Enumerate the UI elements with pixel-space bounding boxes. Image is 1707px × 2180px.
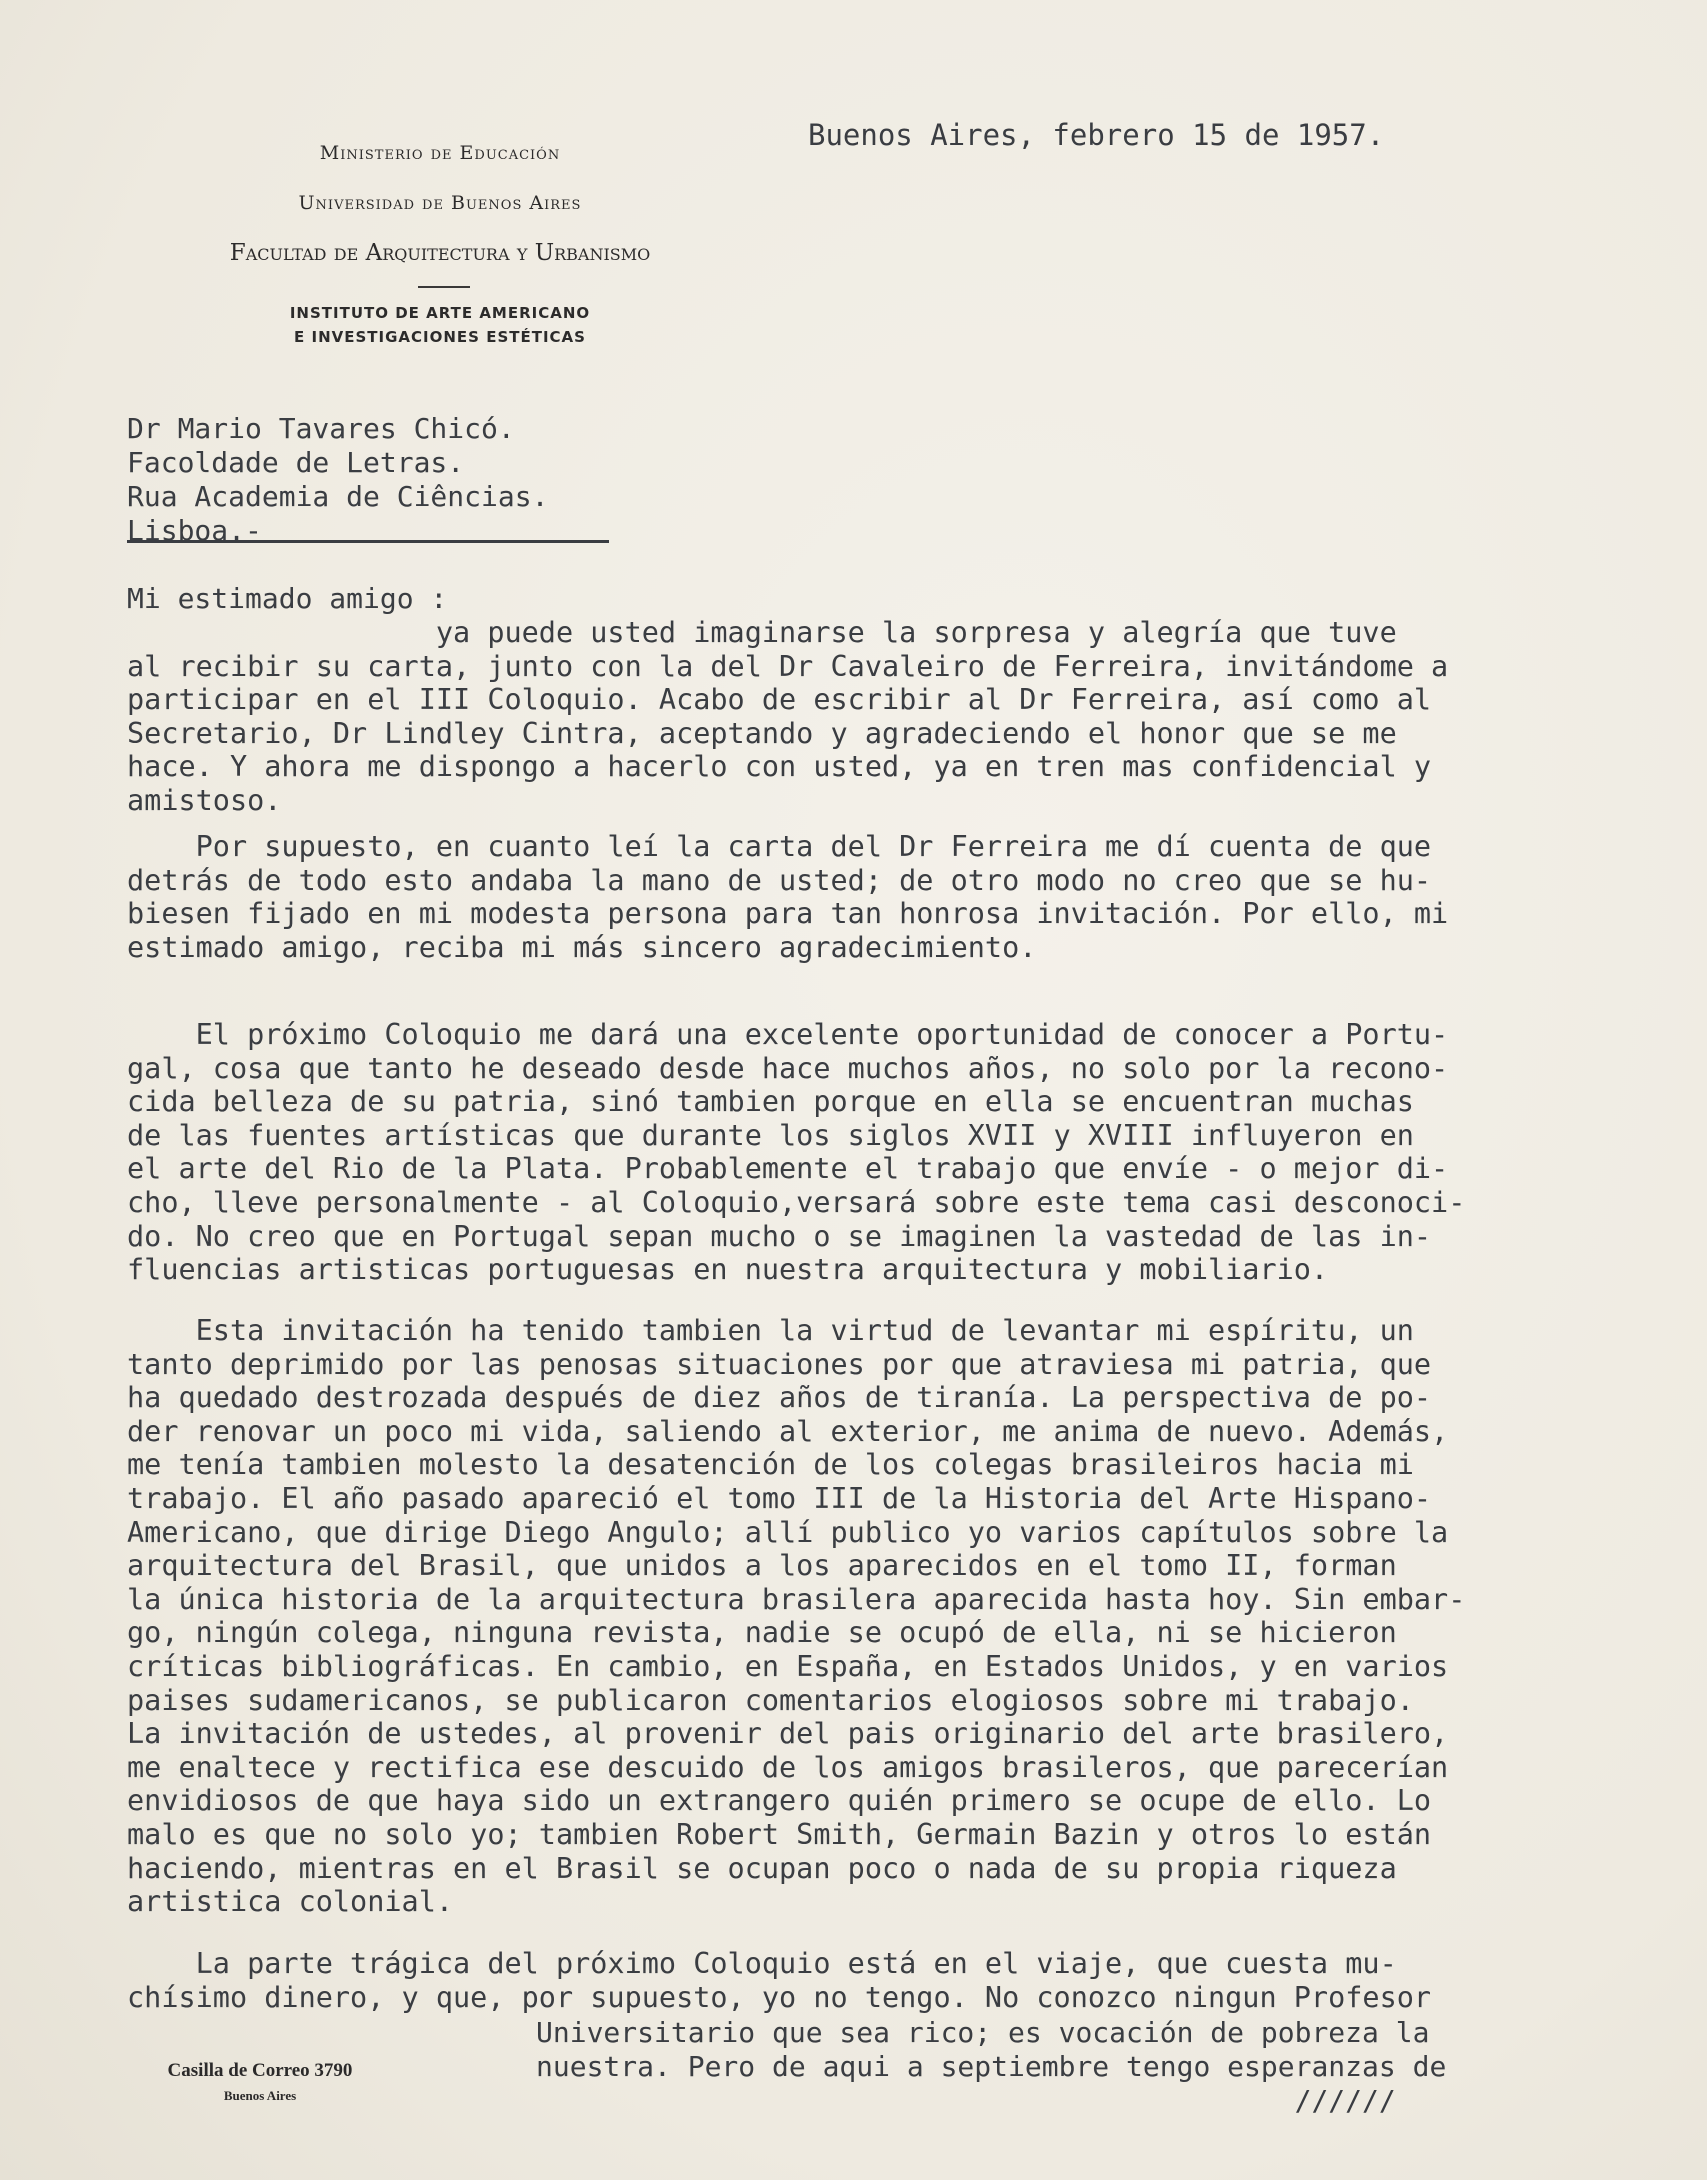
letterhead-divider bbox=[418, 286, 470, 288]
body-line: estimado amigo, reciba mi más sincero agradecimiento. bbox=[127, 930, 1037, 964]
body-line: críticas bibliográficas. En cambio, en España, en Estados Unidos, y en varios bbox=[127, 1650, 1449, 1683]
body-line: fluencias artisticas portuguesas en nuestra arquitectura y mobiliario. bbox=[127, 1253, 1329, 1287]
body-line: artistica colonial. bbox=[127, 1885, 454, 1919]
body-line: haciendo, mientras en el Brasil se ocupan poco o nada de su propia riqueza bbox=[127, 1851, 1397, 1885]
letterhead-university: Universidad de Buenos Aires bbox=[298, 192, 582, 214]
closing-line: Universitario que sea rico; es vocación de pobreza la bbox=[536, 2016, 1430, 2049]
footer-address bbox=[110, 2060, 410, 2104]
body-line: el arte del Rio de la Plata. Probablemente el trabajo que envíe - o mejor di- bbox=[127, 1152, 1449, 1186]
body-line: amistoso. bbox=[127, 784, 282, 817]
body-line: do. No creo que en Portugal sepan mucho o se imaginen la vastedad de las in- bbox=[127, 1219, 1432, 1253]
body-line: cho, lleve personalmente - al Coloquio,versará sobre este tema casi desconoci- bbox=[127, 1186, 1466, 1219]
body-line: Por supuesto, en cuanto leí la carta del Dr Ferreira me dí cuenta de que bbox=[127, 830, 1432, 863]
body-line: de las fuentes artísticas que durante los siglos XVII y XVIII influyeron en bbox=[127, 1118, 1414, 1152]
body-line: tanto deprimido por las penosas situaciones por que atraviesa mi patria, que bbox=[127, 1347, 1432, 1381]
body-line: hace. Y ahora me dispongo a hacerlo con usted, ya en tren mas confidencial y bbox=[127, 750, 1432, 784]
body-line: Americano, que dirige Diego Angulo; allí publico yo varios capítulos sobre la bbox=[127, 1515, 1449, 1549]
footer-po-box: Casilla de Correo 3790 bbox=[167, 2060, 353, 2081]
closing-line: nuestra. Pero de aqui a septiembre tengo esperanzas de bbox=[536, 2050, 1447, 2083]
body-line: me enaltece y rectifica ese descuido de los amigos brasileros, que parecerían bbox=[127, 1750, 1449, 1784]
letterhead-institute-sub: E INVESTIGACIONES ESTÉTICAS bbox=[294, 328, 586, 346]
body-line: la única historia de la arquitectura brasilera aparecida hasta hoy. Sin embar- bbox=[127, 1582, 1466, 1616]
body-line: detrás de todo esto andaba la mano de usted; de otro modo no creo que se hu- bbox=[127, 863, 1432, 897]
body-line: cida belleza de su patria, sinó tambien porque en ella se encuentran muchas bbox=[127, 1085, 1414, 1119]
body-line: ha quedado destrozada después de diez años de tiranía. La perspectiva de po- bbox=[127, 1381, 1432, 1415]
body-line: go, ningún colega, ninguna revista, nadie se ocupó de ella, ni se hicieron bbox=[127, 1616, 1397, 1650]
address-underline bbox=[127, 540, 609, 543]
closing-line: ////// bbox=[536, 2084, 1396, 2117]
salutation: Mi estimado amigo : bbox=[127, 582, 448, 615]
body-line: chísimo dinero, y que, por supuesto, yo no tengo. No conozco ningun Profesor bbox=[127, 1980, 1432, 2014]
letterhead-faculty: Facultad de Arquitectura y Urbanismo bbox=[229, 240, 651, 266]
body-line: El próximo Coloquio me dará una excelente oportunidad de conocer a Portu- bbox=[127, 1018, 1449, 1051]
body-line: ya puede usted imaginarse la sorpresa y alegría que tuve bbox=[127, 616, 1397, 649]
footer-city: Buenos Aires bbox=[223, 2088, 297, 2103]
body-line: envidiosos de que haya sido un extrangero quién primero se ocupe de ello. Lo bbox=[127, 1784, 1432, 1818]
recipient-city: Lisboa.- bbox=[127, 514, 262, 547]
body-line: malo es que no solo yo; tambien Robert Smith, Germain Bazin y otros lo están bbox=[127, 1818, 1432, 1851]
body-line: me tenía tambien molesto la desatención de los colegas brasileiros hacia mi bbox=[127, 1448, 1414, 1482]
letterhead-ministry: Ministerio de Educación bbox=[319, 142, 561, 164]
letterhead-institute: INSTITUTO DE ARTE AMERICANO bbox=[289, 304, 591, 322]
body-line: gal, cosa que tanto he deseado desde hace muchos años, no solo por la recono- bbox=[127, 1051, 1449, 1085]
body-line: trabajo. El año pasado apareció el tomo III de la Historia del Arte Hispano- bbox=[127, 1482, 1432, 1515]
recipient-institution: Facoldade de Letras. bbox=[127, 446, 465, 479]
recipient-street: Rua Academia de Ciências. bbox=[127, 480, 549, 513]
body-line: participar en el III Coloquio. Acabo de escribir al Dr Ferreira, así como al bbox=[127, 683, 1432, 717]
body-line: Secretario, Dr Lindley Cintra, aceptando y agradeciendo el honor que se me bbox=[127, 716, 1397, 750]
body-line: biesen fijado en mi modesta persona para tan honrosa invitación. Por ello, mi bbox=[127, 897, 1449, 931]
body-line: arquitectura del Brasil, que unidos a los aparecidos en el tomo II, forman bbox=[127, 1549, 1397, 1583]
body-line: al recibir su carta, junto con la del Dr Cavaleiro de Ferreira, invitándome a bbox=[127, 649, 1449, 683]
date-line: Buenos Aires, febrero 15 de 1957. bbox=[808, 118, 1385, 152]
body-line: paises sudamericanos, se publicaron comentarios elogiosos sobre mi trabajo. bbox=[127, 1683, 1414, 1717]
recipient-name: Dr Mario Tavares Chicó. bbox=[127, 412, 515, 445]
body-line: La parte trágica del próximo Coloquio está en el viaje, que cuesta mu- bbox=[127, 1947, 1397, 1980]
body-line: Esta invitación ha tenido tambien la virtud de levantar mi espíritu, un bbox=[127, 1314, 1414, 1347]
body-line: der renovar un poco mi vida, saliendo al exterior, me anima de nuevo. Además, bbox=[127, 1414, 1449, 1448]
body-line: La invitación de ustedes, al provenir del pais originario del arte brasilero, bbox=[127, 1717, 1449, 1751]
